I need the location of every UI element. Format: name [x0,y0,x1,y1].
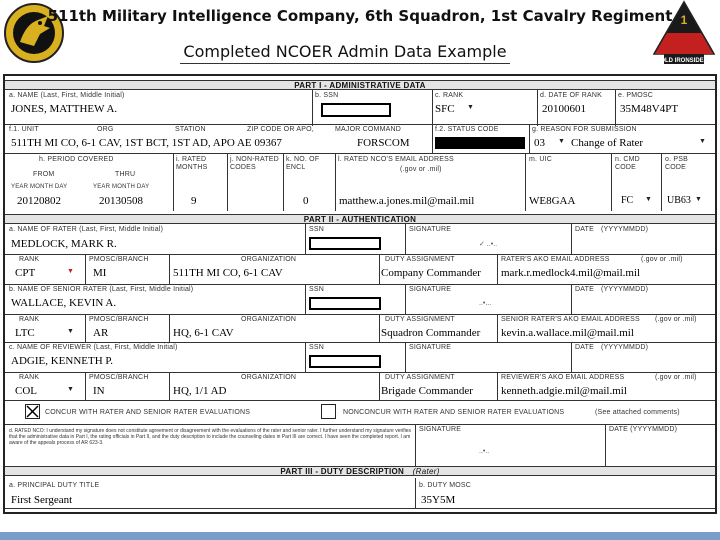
rev-branch: IN [93,385,105,397]
rated-nco-name: JONES, MATTHEW A. [11,103,118,115]
sr-name: WALLACE, KEVIN A. [11,297,117,309]
rater-branch-label: PMOSC/BRANCH [89,256,149,263]
sr-org: HQ, 6-1 CAV [173,327,234,339]
rater-name-label: a. NAME OF RATER (Last, First, Middle Initial) [9,226,164,233]
division-patch-logo [652,0,716,66]
rated-signature-mark[interactable]: ..•.. [479,448,490,455]
command-value: FORSCOM [357,137,410,149]
nonrated-codes-label: j. NON-RATED CODES [230,156,279,171]
sr-signature-label: SIGNATURE [409,286,452,293]
rated-nco-statement: d. RATED NCO: I understand my signature does not constitute agreement or disagreement with the evaluations of the rater and senior rater. I further understand my signature verifies that the administrative data in Part I, the rating officials in Part II, and the duty description to include the counseling dates in Part III are correct. I have seen the completed report. I am aware of the appeals process of AR 623-3. [9,428,412,446]
rev-email: kenneth.adgie.mil@mail.mil [501,385,627,397]
principal-duty-label: a. PRINCIPAL DUTY TITLE [9,482,100,489]
reason-code: 03 [534,137,545,149]
cmd-dropdown-icon[interactable]: ▼ [645,196,652,203]
from-label: FROM [33,171,55,178]
period-label: h. PERIOD COVERED [39,156,114,163]
ncoer-form [3,74,717,514]
slide-bottom-bar [0,532,720,540]
rater-name: MEDLOCK, MARK R. [11,238,117,250]
page-title: 511th Military Intelligence Company, 6th Squadron, 1st Cavalry Regiment [47,7,673,25]
sr-branch-label: PMOSC/BRANCH [89,316,149,323]
sr-date-label: DATE [575,286,594,293]
sr-rank: LTC [15,327,35,339]
pmosc-value: 35M48V4PT [620,103,679,115]
sr-branch: AR [93,327,109,339]
rank-label: c. RANK [435,92,464,99]
rev-org-label: ORGANIZATION [241,374,297,381]
concur-checkbox[interactable] [25,404,40,419]
psb-dropdown-icon[interactable]: ▼ [695,196,702,203]
uic-label: m. UIC [529,156,552,163]
sr-org-label: ORGANIZATION [241,316,297,323]
sr-ssn-label: SSN [309,286,324,293]
rev-org: HQ, 1/1 AD [173,385,227,397]
rater-signature-mark[interactable]: ✓ ..•.. [479,241,498,248]
rev-rank: COL [15,385,37,397]
sr-name-label: b. NAME OF SENIOR RATER (Last, First, Middle Initial) [9,286,194,293]
org-label: ORG [97,126,114,133]
rated-email-value: matthew.a.jones.mil@mail.mil [339,195,475,207]
from-ymd-label: YEAR MONTH DAY [11,184,68,190]
zip-label: ZIP CODE OR APO, [247,126,314,133]
from-value: 20120802 [17,195,61,207]
rev-name-label: c. NAME OF REVIEWER (Last, First, Middle Initial) [9,344,178,351]
email-label: l. RATED NCO'S EMAIL ADDRESS [338,156,454,163]
rev-duty: Brigade Commander [381,385,473,397]
rev-rank-dropdown-icon[interactable]: ▼ [67,386,74,393]
concur-label: CONCUR WITH RATER AND SENIOR RATER EVALUATIONS [45,409,251,416]
dor-value: 20100601 [542,103,586,115]
rev-email-label: REVIEWER'S AKO EMAIL ADDRESS [501,374,625,381]
sr-signature-mark[interactable]: ..•... [479,300,492,307]
principal-duty-value: First Sergeant [11,494,73,506]
rater-signature-label: SIGNATURE [409,226,452,233]
duty-mosc-value: 35Y5M [421,494,456,506]
nonconcur-checkbox[interactable] [321,404,336,419]
rev-rank-label: RANK [19,374,40,381]
page-subtitle: Completed NCOER Admin Data Example [180,42,510,64]
part3-title [5,466,715,476]
ssn-redacted [321,103,391,117]
reason-dropdown-icon[interactable]: ▼ [558,138,565,145]
rater-org-label: ORGANIZATION [241,256,297,263]
rater-branch: MI [93,267,107,279]
rank-value: SFC [435,103,455,115]
rated-signature-label: SIGNATURE [419,426,462,433]
rev-date-fmt: (YYYYMMDD) [601,344,649,351]
rater-rank-label: RANK [19,256,40,263]
thru-ymd-label: YEAR MONTH DAY [93,184,150,190]
pmosc-label: e. PMOSC [618,92,654,99]
psb-code-label: o. PSB CODE [665,156,688,171]
sr-duty: Squadron Commander [381,327,481,339]
rank-dropdown-icon[interactable]: ▼ [467,104,474,111]
rater-ssn-label: SSN [309,226,324,233]
part2-title: PART II - AUTHENTICATION [5,214,715,224]
name-label: a. NAME (Last, First, Middle Initial) [9,92,125,99]
dor-label: d. DATE OF RANK [540,92,602,99]
reason-value-dropdown-icon[interactable]: ▼ [699,138,706,145]
part3-title-text: PART III - DUTY DESCRIPTION [280,467,405,476]
sr-email-label: SENIOR RATER'S AKO EMAIL ADDRESS [501,316,640,323]
rater-rank-dropdown-icon[interactable]: ▼ [67,268,74,275]
rater-rank: CPT [15,267,36,279]
rater-email-gov: (.gov or .mil) [641,256,683,263]
patch-number: 1 [680,13,688,27]
rev-email-gov: (.gov or .mil) [655,374,697,381]
rev-name: ADGIE, KENNETH P. [11,355,114,367]
encl-value: 0 [303,195,309,207]
rater-email: mark.r.medlock4.mil@mail.mil [501,267,641,279]
rev-duty-label: DUTY ASSIGNMENT [385,374,455,381]
thru-value: 20130508 [99,195,143,207]
sr-email: kevin.a.wallace.mil@mail.mil [501,327,634,339]
rev-branch-label: PMOSC/BRANCH [89,374,149,381]
sr-rank-label: RANK [19,316,40,323]
unit-label: f.1. UNIT [9,126,39,133]
rater-email-label: RATER'S AKO EMAIL ADDRESS [501,256,610,263]
rev-date-label: DATE [575,344,594,351]
rev-ssn-redacted [309,355,381,368]
sr-duty-label: DUTY ASSIGNMENT [385,316,455,323]
part1-title: PART I - ADMINISTRATIVE DATA [5,80,715,90]
duty-mosc-label: b. DUTY MOSC [419,482,472,489]
reason-value: Change of Rater [571,137,644,149]
cmd-code-value: FC [621,195,634,206]
see-attached-label: (See attached comments) [595,409,680,416]
command-label: MAJOR COMMAND [335,126,401,133]
rater-ssn-redacted [309,237,381,250]
thru-label: THRU [115,171,136,178]
email-sublabel: (.gov or .mil) [400,166,442,173]
ssn-label: b. SSN [315,92,339,99]
sr-date-fmt: (YYYYMMDD) [601,286,649,293]
nonconcur-label: NONCONCUR WITH RATER AND SENIOR RATER EVALUATIONS [343,409,565,416]
sr-ssn-redacted [309,297,381,310]
rater-duty: Company Commander [381,267,481,279]
rater-date-fmt: (YYYYMMDD) [601,226,649,233]
unit-value: 511TH MI CO, 6-1 CAV, 1ST BCT, 1ST AD, APO AE 09367 [11,137,282,149]
psb-code-value: UB63 [667,195,691,206]
encl-label: k. NO. OF ENCL [286,156,320,171]
sr-rank-dropdown-icon[interactable]: ▼ [67,328,74,335]
uic-value: WE8GAA [529,195,576,207]
status-label: f.2. STATUS CODE [435,126,499,133]
rated-date-label: DATE (YYYYMMDD) [609,426,678,433]
station-label: STATION [175,126,206,133]
concur-check-icon [26,405,39,418]
cmd-code-label: n. CMD CODE [615,156,640,171]
rated-months-value: 9 [191,195,197,207]
rater-date-label: DATE [575,226,594,233]
rated-months-label: i. RATED MONTHS [176,156,208,171]
sr-email-gov: (.gov or .mil) [655,316,697,323]
rev-signature-label: SIGNATURE [409,344,452,351]
part3-title-sub: (Rater) [412,467,440,476]
status-code-redacted [435,137,525,149]
rev-ssn-label: SSN [309,344,324,351]
patch-motto: OLD IRONSIDES [660,58,708,64]
reason-label: g. REASON FOR SUBMISSION [532,126,637,133]
rater-duty-label: DUTY ASSIGNMENT [385,256,455,263]
rater-org: 511TH MI CO, 6-1 CAV [173,267,283,279]
